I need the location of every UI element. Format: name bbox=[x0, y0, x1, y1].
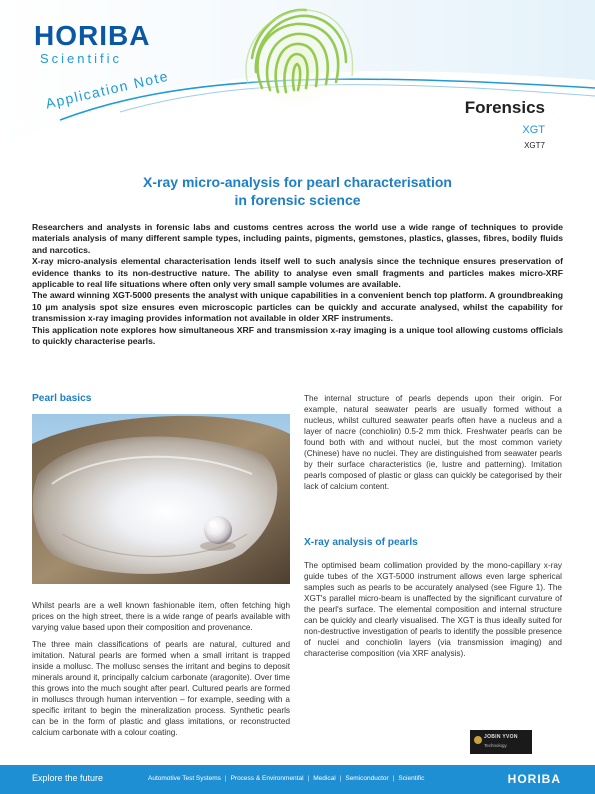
title-line-1: X-ray micro-analysis for pearl characterisation bbox=[143, 174, 452, 190]
footer-separator: | bbox=[224, 775, 227, 782]
intro-paragraph: Researchers and analysts in forensic labs and customs centres across the world use a wide range of techniques to provide materials analysis of many different sample types, including paints, pigments, gemstones, plastics, glasses, fibres, bodily fluids and narcotics. bbox=[32, 222, 563, 255]
body-paragraph: The optimised beam collimation provided by the mono-capillary x-ray guide tubes of the XGT-5000 instrument allows even large spherical samples such as pearls to be accurately analysed (see Figure 1). The XGT's parallel micro-beam is unaffected by the significant curvature of the pearl's surface. The elemental composition and internal structure can be quickly and clearly visualised. The XGT is thus ideally suited for non-destructive investigation of pearls to identify the possible presence of nuclei and conchiolin layers (via transmission imaging) and characterise composition (via XRF analysis). bbox=[304, 561, 562, 658]
footer-separator: | bbox=[307, 775, 310, 782]
title-line-2: in forensic science bbox=[234, 192, 361, 208]
application-note-label: Application Note bbox=[44, 67, 171, 112]
intro-paragraph: The award winning XGT-5000 presents the analyst with unique capabilities in a convenient bench top platform. A groundbreaking 10 µm analysis spot size ensures even microscopic particles can be quickly and accurate analysed, whilst the capability for transmission x-ray imaging provides information not available in older XRF instruments. bbox=[32, 290, 563, 324]
footer-bar bbox=[0, 765, 595, 794]
footer-separator: | bbox=[392, 775, 395, 782]
topic-title: Forensics bbox=[464, 98, 545, 117]
intro-section bbox=[32, 222, 563, 347]
jobin-yvon-badge bbox=[470, 730, 532, 754]
body-paragraph: Whilst pearls are a well known fashionable item, often fetching high prices on the high street, there is a wide range of pearls available with varying value based upon their composition and provenance. bbox=[32, 601, 290, 632]
body-paragraph: The internal structure of pearls depends upon their origin. For example, natural seawater pearls are usually formed without a nucleus, whilst cultured seawater pearls often have a nucleus and a layer of nacre (conchiolin) 0.5-2 mm thick. Freshwater pearls can be found both with and without nuclei, but the most common variety (Chinese) have no nuclei. They are distinguished from seawater pearls by their surface characteristics (ie, lustre and patterning). Imitation pearls composed of plastic or glass can quickly be categorised by their lack of calcium content. bbox=[304, 394, 562, 491]
topic-block bbox=[465, 98, 545, 150]
footer-separator: | bbox=[339, 775, 342, 782]
right-column bbox=[304, 393, 562, 498]
section-heading-xray-analysis: X-ray analysis of pearls bbox=[304, 537, 418, 548]
brand-name: HORIBA bbox=[34, 20, 151, 51]
footer-tagline: Explore the future bbox=[32, 773, 104, 783]
badge-line-2: Technology bbox=[484, 743, 507, 748]
xray-analysis-text bbox=[304, 560, 562, 659]
footer-segment: Semiconductor bbox=[345, 775, 389, 782]
badge-logo-icon bbox=[474, 736, 482, 744]
footer-segment: Medical bbox=[313, 775, 336, 782]
pearl-basics-text bbox=[32, 600, 290, 738]
footer-segments bbox=[148, 775, 424, 782]
footer-segment: Scientific bbox=[398, 775, 425, 782]
body-paragraph: The three main classifications of pearls are natural, cultured and imitation. Natural pearls are formed when a small irritant is trapped inside a mollusc. The mollusc senses the irritant and begins to deposit minerals around it, principally calcium carbonate (aragonite). Over time this grows into the much sought after pearl. Cultured pearls are formed in molluscs through human intervention – for example, seeding with a specific irritant to begin the mineralization process. Synthetic pearls can be in the form of plastic and glass imitations, or reconstructed calcium carbonate with a colour coating. bbox=[32, 640, 290, 737]
pearl-in-oyster-photo bbox=[32, 414, 290, 584]
brand-subtitle: Scientific bbox=[40, 51, 123, 66]
page-title bbox=[60, 173, 535, 209]
badge-line-1: JOBIN YVON bbox=[484, 734, 518, 740]
xray-analysis-section bbox=[304, 537, 562, 665]
pearl-structure-text bbox=[304, 393, 562, 492]
brand-logo bbox=[34, 22, 150, 66]
document-code: XGT7 bbox=[524, 141, 545, 150]
product-label: XGT bbox=[522, 124, 545, 136]
left-column bbox=[32, 393, 290, 744]
footer-brand: HORIBA bbox=[507, 772, 561, 786]
intro-paragraph: X-ray micro-analysis elemental characterisation lends itself well to such analysis since the technique ensures preservation of evidence thanks to its non-destructive nature. The ability to analyse even small fragments and particles makes micro-XRF applicable to real life situations where often only very small sample volumes are available. bbox=[32, 256, 563, 290]
footer-segment: Automotive Test Systems bbox=[148, 775, 221, 782]
section-heading-pearl-basics: Pearl basics bbox=[32, 393, 92, 404]
intro-paragraph: This application note explores how simultaneous XRF and transmission x-ray imaging is a unique tool allowing customs officials to quickly characterise pearls. bbox=[32, 324, 563, 347]
footer-segment: Process & Environmental bbox=[230, 775, 304, 782]
